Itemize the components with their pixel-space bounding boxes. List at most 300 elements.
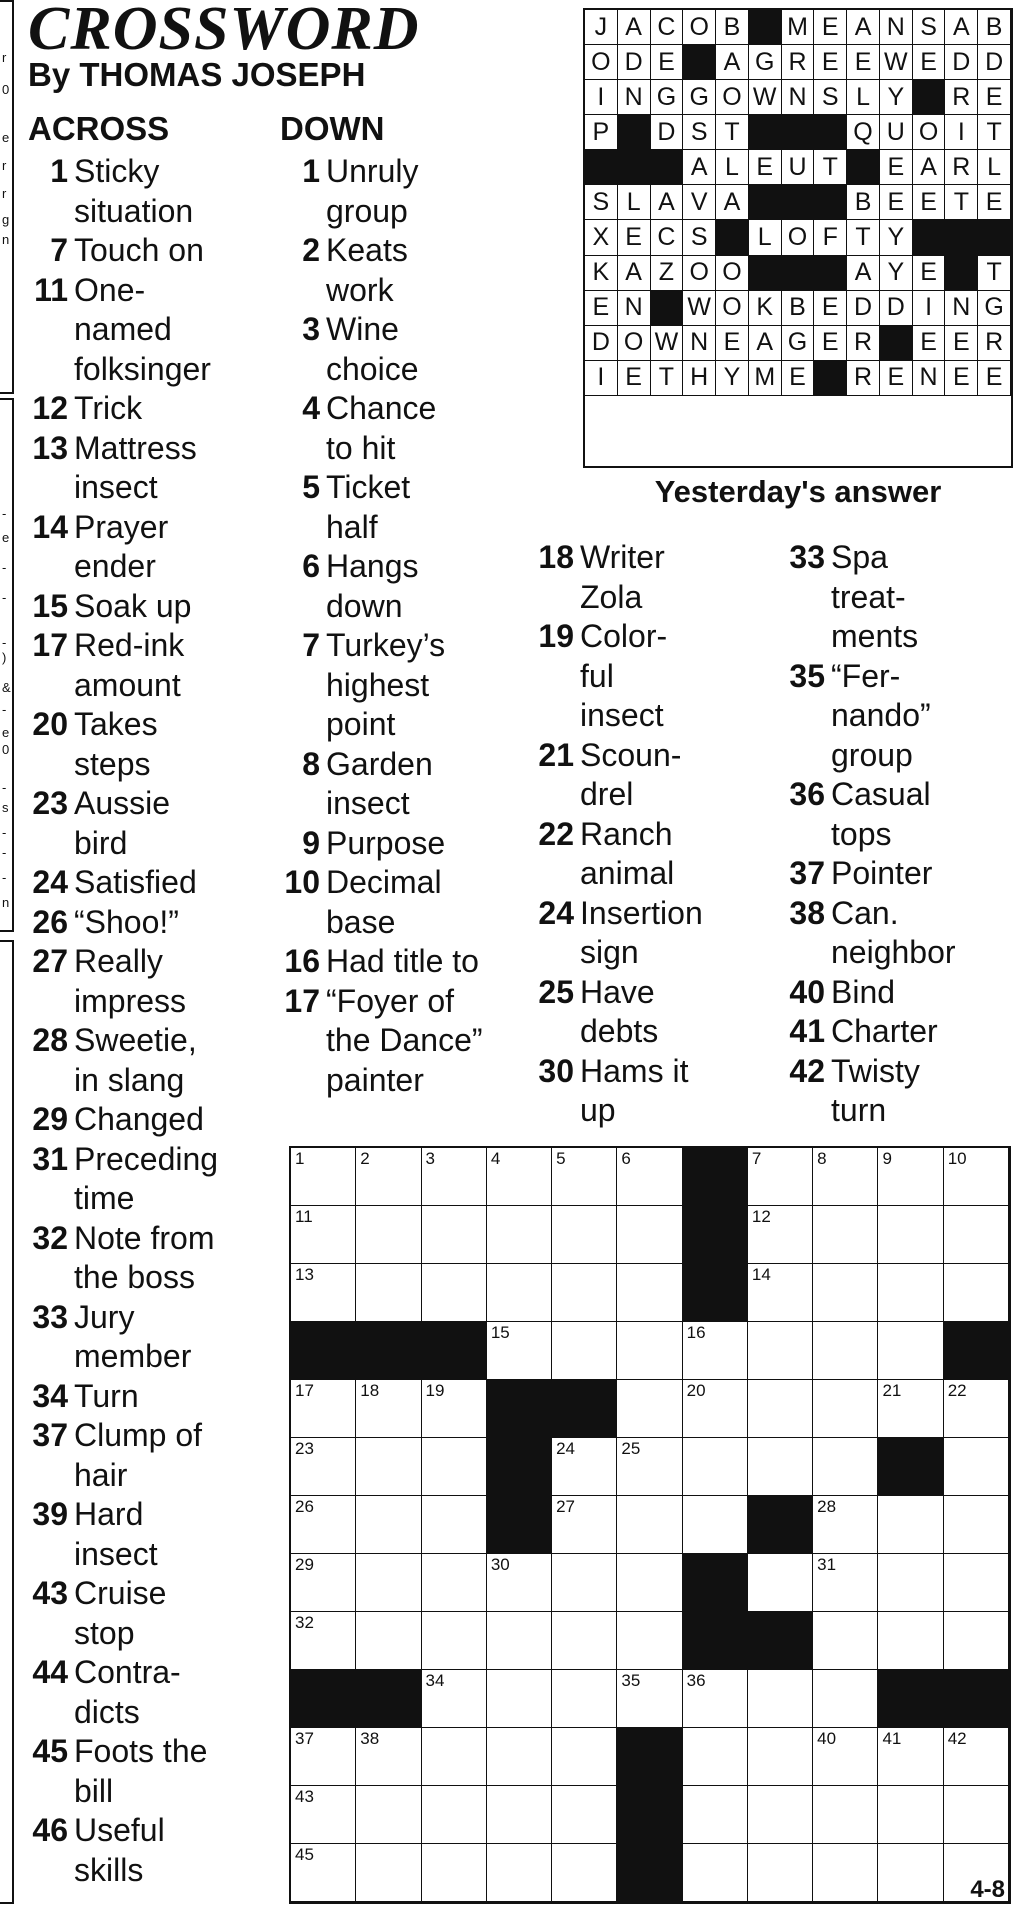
grid-cell[interactable] bbox=[748, 1670, 813, 1728]
cell-number: 15 bbox=[490, 1323, 510, 1342]
grid-cell[interactable] bbox=[944, 1728, 1009, 1786]
clue-text: Spa treat- ments bbox=[831, 539, 919, 654]
answer-letter: O bbox=[683, 10, 716, 45]
answer-letter: A bbox=[716, 185, 749, 220]
answer-block bbox=[716, 220, 749, 255]
grid-cell[interactable] bbox=[487, 1786, 552, 1844]
answer-letter: N bbox=[683, 326, 716, 361]
clue-across-17 bbox=[20, 626, 274, 705]
grid-cell[interactable] bbox=[878, 1554, 943, 1612]
grid-cell[interactable] bbox=[291, 1380, 356, 1438]
answer-letter: Z bbox=[651, 256, 684, 291]
grid-cell[interactable] bbox=[683, 1844, 748, 1902]
clue-down-col1-16 bbox=[272, 942, 536, 982]
grid-cell[interactable] bbox=[813, 1728, 878, 1786]
grid-cell[interactable] bbox=[552, 1670, 617, 1728]
grid-cell[interactable] bbox=[291, 1786, 356, 1844]
grid-block bbox=[291, 1670, 356, 1728]
clue-text: Ranch animal bbox=[580, 815, 675, 891]
grid-cell[interactable] bbox=[944, 1206, 1009, 1264]
grid-cell[interactable] bbox=[878, 1496, 943, 1554]
edge-fragment: 0 bbox=[2, 82, 10, 97]
clue-number: 24 bbox=[32, 864, 68, 900]
grid-cell[interactable] bbox=[291, 1728, 356, 1786]
grid-cell[interactable] bbox=[487, 1728, 552, 1786]
clue-across-43 bbox=[20, 1574, 274, 1653]
answer-block bbox=[814, 256, 847, 291]
grid-cell[interactable] bbox=[422, 1728, 487, 1786]
answer-letter: D bbox=[651, 115, 684, 150]
clue-number: 3 bbox=[302, 311, 320, 347]
grid-cell[interactable] bbox=[422, 1786, 487, 1844]
grid-cell[interactable] bbox=[813, 1264, 878, 1322]
answer-letter: N bbox=[782, 80, 815, 115]
clue-text: “Foyer of the Dance” painter bbox=[326, 982, 483, 1098]
answer-letter: A bbox=[749, 326, 782, 361]
answer-letter: E bbox=[618, 220, 651, 255]
answer-letter: W bbox=[749, 80, 782, 115]
grid-cell[interactable] bbox=[944, 1380, 1009, 1438]
grid-cell[interactable] bbox=[813, 1148, 878, 1206]
cell-number: 24 bbox=[556, 1439, 575, 1458]
answer-letter: I bbox=[585, 80, 618, 115]
grid-cell[interactable] bbox=[356, 1264, 421, 1322]
grid-cell[interactable] bbox=[617, 1612, 682, 1670]
cell-number: 23 bbox=[295, 1439, 314, 1458]
answer-letter: A bbox=[913, 150, 946, 185]
grid-cell[interactable] bbox=[944, 1786, 1009, 1844]
answer-letter: W bbox=[651, 326, 684, 361]
answer-letter: L bbox=[749, 220, 782, 255]
cell-number: 29 bbox=[295, 1555, 314, 1574]
grid-block bbox=[356, 1670, 421, 1728]
answer-letter: E bbox=[814, 326, 847, 361]
clue-text: Foots the bill bbox=[74, 1733, 208, 1809]
grid-cell[interactable] bbox=[683, 1438, 748, 1496]
answer-block bbox=[782, 256, 815, 291]
grid-cell[interactable] bbox=[291, 1844, 356, 1902]
answer-letter: G bbox=[651, 80, 684, 115]
grid-cell[interactable] bbox=[356, 1438, 421, 1496]
grid-cell[interactable] bbox=[291, 1206, 356, 1264]
clue-text: Changed bbox=[74, 1101, 204, 1137]
clue-number: 33 bbox=[789, 539, 825, 575]
grid-cell[interactable] bbox=[813, 1670, 878, 1728]
clue-number: 29 bbox=[32, 1101, 68, 1137]
grid-cell[interactable] bbox=[617, 1206, 682, 1264]
clue-down-col3-36 bbox=[777, 775, 1019, 854]
clue-text: Color- ful insect bbox=[580, 618, 668, 733]
clue-text: Bind bbox=[831, 973, 896, 1010]
cell-number: 25 bbox=[621, 1439, 641, 1458]
answer-letter: T bbox=[945, 185, 978, 220]
grid-cell[interactable] bbox=[291, 1264, 356, 1322]
grid-cell[interactable] bbox=[813, 1322, 878, 1380]
grid-block bbox=[944, 1322, 1009, 1380]
answer-block bbox=[814, 361, 847, 396]
grid-cell[interactable] bbox=[422, 1380, 487, 1438]
grid-cell[interactable] bbox=[878, 1148, 943, 1206]
grid-cell[interactable] bbox=[356, 1206, 421, 1264]
clue-number: 28 bbox=[32, 1022, 68, 1058]
grid-cell[interactable] bbox=[748, 1844, 813, 1902]
clue-number: 41 bbox=[789, 1013, 825, 1049]
grid-cell[interactable] bbox=[422, 1670, 487, 1728]
clue-number: 34 bbox=[32, 1377, 68, 1414]
grid-cell[interactable] bbox=[552, 1438, 617, 1496]
cell-number: 45 bbox=[295, 1845, 314, 1864]
grid-cell[interactable] bbox=[617, 1670, 682, 1728]
grid-cell[interactable] bbox=[617, 1554, 682, 1612]
grid-block bbox=[683, 1554, 748, 1612]
grid-cell[interactable] bbox=[878, 1264, 943, 1322]
answer-letter: O bbox=[585, 45, 618, 80]
clue-text: Chance to hit bbox=[326, 390, 437, 466]
clue-across-28 bbox=[20, 1021, 274, 1100]
clue-text: Really impress bbox=[74, 943, 187, 1019]
answer-letter: T bbox=[978, 256, 1011, 291]
grid-cell[interactable] bbox=[683, 1786, 748, 1844]
grid-cell[interactable] bbox=[617, 1322, 682, 1380]
answer-block bbox=[847, 150, 880, 185]
grid-cell[interactable] bbox=[422, 1496, 487, 1554]
grid-cell[interactable] bbox=[356, 1496, 421, 1554]
grid-cell[interactable] bbox=[487, 1670, 552, 1728]
clue-number: 24 bbox=[538, 894, 574, 931]
answer-letter: O bbox=[782, 220, 815, 255]
clue-number: 21 bbox=[538, 736, 574, 773]
answer-letter: A bbox=[651, 185, 684, 220]
clue-number: 17 bbox=[284, 982, 320, 1019]
clue-across-33 bbox=[20, 1298, 274, 1377]
clue-text: “Shoo!” bbox=[74, 903, 179, 940]
clue-across-15 bbox=[20, 587, 274, 627]
cell-number: 7 bbox=[751, 1149, 762, 1168]
answer-letter: N bbox=[618, 291, 651, 326]
grid-cell[interactable] bbox=[878, 1844, 943, 1902]
grid-cell[interactable] bbox=[683, 1496, 748, 1554]
cell-number: 17 bbox=[295, 1381, 314, 1400]
grid-cell[interactable] bbox=[422, 1612, 487, 1670]
grid-cell[interactable] bbox=[422, 1844, 487, 1902]
answer-letter: R bbox=[945, 150, 978, 185]
grid-cell[interactable] bbox=[422, 1438, 487, 1496]
answer-block bbox=[782, 115, 815, 150]
clue-text: Mattress insect bbox=[74, 429, 197, 505]
grid-cell[interactable] bbox=[944, 1496, 1009, 1554]
clue-text: Takes steps bbox=[74, 706, 158, 782]
answer-letter: O bbox=[716, 256, 749, 291]
grid-block bbox=[683, 1148, 748, 1206]
clue-text: Clump of hair bbox=[74, 1417, 203, 1493]
clue-number: 8 bbox=[302, 745, 320, 782]
grid-cell[interactable] bbox=[487, 1206, 552, 1264]
answer-block bbox=[782, 185, 815, 220]
clue-down-col3-42 bbox=[777, 1052, 1019, 1131]
grid-cell[interactable] bbox=[878, 1380, 943, 1438]
answer-letter: O bbox=[716, 291, 749, 326]
down-heading: DOWN bbox=[280, 110, 385, 147]
grid-cell[interactable] bbox=[487, 1264, 552, 1322]
edge-fragment: - bbox=[2, 870, 7, 885]
grid-cell[interactable] bbox=[878, 1322, 943, 1380]
grid-cell[interactable] bbox=[617, 1380, 682, 1438]
grid-cell[interactable] bbox=[356, 1728, 421, 1786]
answer-letter: E bbox=[618, 361, 651, 396]
clue-text: Aussie bird bbox=[74, 785, 171, 861]
yesterdays-answer-grid bbox=[583, 8, 1013, 468]
cell-number: 19 bbox=[425, 1381, 445, 1400]
answer-letter: O bbox=[618, 326, 651, 361]
answer-letter: D bbox=[585, 326, 618, 361]
grid-cell[interactable] bbox=[683, 1322, 748, 1380]
grid-cell[interactable] bbox=[356, 1148, 421, 1206]
grid-cell[interactable] bbox=[878, 1728, 943, 1786]
clue-down-col2-18 bbox=[526, 538, 730, 617]
clue-text: Wine choice bbox=[326, 311, 419, 387]
grid-cell[interactable] bbox=[683, 1670, 748, 1728]
grid-cell[interactable] bbox=[422, 1554, 487, 1612]
grid-cell[interactable] bbox=[813, 1380, 878, 1438]
grid-block bbox=[683, 1612, 748, 1670]
answer-letter: E bbox=[880, 185, 913, 220]
grid-cell[interactable] bbox=[552, 1786, 617, 1844]
cell-number: 9 bbox=[882, 1149, 892, 1168]
cell-number: 21 bbox=[882, 1381, 902, 1400]
clue-across-11 bbox=[20, 271, 274, 390]
clue-number: 42 bbox=[789, 1052, 825, 1089]
grid-cell[interactable] bbox=[552, 1206, 617, 1264]
answer-letter: N bbox=[880, 10, 913, 45]
grid-cell[interactable] bbox=[944, 1612, 1009, 1670]
grid-block bbox=[748, 1496, 813, 1554]
grid-cell[interactable] bbox=[552, 1322, 617, 1380]
answer-caption: Yesterday's answer bbox=[654, 474, 942, 509]
grid-cell[interactable] bbox=[683, 1728, 748, 1786]
clue-text: Useful skills bbox=[74, 1812, 165, 1888]
clue-down-col2-24 bbox=[526, 894, 730, 973]
answer-letter: R bbox=[847, 326, 880, 361]
grid-cell[interactable] bbox=[878, 1206, 943, 1264]
grid-cell[interactable] bbox=[878, 1786, 943, 1844]
answer-letter: E bbox=[913, 185, 946, 220]
grid-cell[interactable] bbox=[552, 1612, 617, 1670]
clue-number: 32 bbox=[32, 1219, 68, 1256]
clue-down-col3-37 bbox=[777, 854, 1019, 894]
grid-cell[interactable] bbox=[617, 1148, 682, 1206]
cell-number: 1 bbox=[295, 1149, 305, 1168]
clue-text: Garden insect bbox=[326, 745, 433, 821]
grid-block bbox=[617, 1844, 682, 1902]
grid-cell[interactable] bbox=[813, 1206, 878, 1264]
edge-fragment: & bbox=[2, 680, 11, 695]
grid-cell[interactable] bbox=[748, 1380, 813, 1438]
clue-across-37 bbox=[20, 1416, 274, 1495]
edge-fragment: ) bbox=[2, 650, 7, 665]
answer-letter: I bbox=[585, 361, 618, 396]
grid-cell[interactable] bbox=[356, 1844, 421, 1902]
grid-cell[interactable] bbox=[487, 1612, 552, 1670]
grid-cell[interactable] bbox=[944, 1264, 1009, 1322]
grid-cell[interactable] bbox=[552, 1554, 617, 1612]
grid-cell[interactable] bbox=[487, 1844, 552, 1902]
grid-block bbox=[422, 1322, 487, 1380]
answer-letter: Y bbox=[716, 361, 749, 396]
grid-block bbox=[291, 1322, 356, 1380]
edge-fragment: n bbox=[2, 895, 10, 910]
clue-text: Preceding time bbox=[74, 1140, 219, 1216]
answer-letter: R bbox=[978, 326, 1011, 361]
answer-letter: L bbox=[978, 150, 1011, 185]
cell-number: 36 bbox=[686, 1671, 706, 1690]
grid-cell[interactable] bbox=[291, 1148, 356, 1206]
grid-cell[interactable] bbox=[617, 1496, 682, 1554]
answer-block bbox=[913, 220, 946, 255]
clue-number: 40 bbox=[789, 973, 825, 1010]
grid-cell[interactable] bbox=[552, 1264, 617, 1322]
cell-number: 8 bbox=[817, 1149, 827, 1168]
grid-cell[interactable] bbox=[422, 1148, 487, 1206]
grid-cell[interactable] bbox=[878, 1612, 943, 1670]
cell-number: 30 bbox=[490, 1555, 510, 1574]
clue-across-27 bbox=[20, 942, 274, 1021]
answer-letter: A bbox=[618, 256, 651, 291]
grid-cell[interactable] bbox=[748, 1438, 813, 1496]
clue-down-col1-9 bbox=[272, 824, 536, 864]
grid-cell[interactable] bbox=[356, 1612, 421, 1670]
answer-letter: A bbox=[945, 10, 978, 45]
clue-number: 7 bbox=[50, 232, 68, 268]
clue-number: 9 bbox=[302, 824, 320, 861]
clue-text: Sticky situation bbox=[74, 153, 194, 229]
answer-letter: E bbox=[814, 45, 847, 80]
clue-text: “Fer- nando” group bbox=[831, 657, 931, 773]
grid-cell[interactable] bbox=[748, 1206, 813, 1264]
clue-down-col1-4 bbox=[272, 389, 536, 468]
clue-down-col1-6 bbox=[272, 547, 536, 626]
grid-cell[interactable] bbox=[291, 1438, 356, 1496]
clue-text: Charter bbox=[831, 1013, 938, 1049]
clue-number: 22 bbox=[538, 815, 574, 852]
answer-block bbox=[945, 256, 978, 291]
grid-cell[interactable] bbox=[748, 1264, 813, 1322]
edge-fragment: e bbox=[2, 725, 10, 740]
grid-cell[interactable] bbox=[487, 1148, 552, 1206]
clue-down-col1-3 bbox=[272, 310, 536, 389]
answer-letter: S bbox=[683, 115, 716, 150]
grid-cell[interactable] bbox=[813, 1786, 878, 1844]
clue-across-13 bbox=[20, 429, 274, 508]
edge-fragment: n bbox=[2, 232, 10, 247]
grid-cell[interactable] bbox=[552, 1496, 617, 1554]
answer-letter: E bbox=[913, 45, 946, 80]
grid-cell[interactable] bbox=[291, 1612, 356, 1670]
answer-letter: E bbox=[913, 256, 946, 291]
cell-number: 27 bbox=[556, 1497, 575, 1516]
grid-block bbox=[748, 1612, 813, 1670]
clue-down-col3-41 bbox=[777, 1012, 1019, 1052]
grid-cell[interactable] bbox=[356, 1554, 421, 1612]
answer-letter: T bbox=[716, 115, 749, 150]
answer-letter: X bbox=[585, 220, 618, 255]
grid-cell[interactable] bbox=[944, 1438, 1009, 1496]
clue-number: 16 bbox=[284, 943, 320, 979]
answer-letter: E bbox=[913, 326, 946, 361]
clue-text: Prayer ender bbox=[74, 508, 169, 584]
edge-fragment: r bbox=[2, 158, 7, 173]
grid-cell[interactable] bbox=[356, 1786, 421, 1844]
answer-letter: A bbox=[683, 150, 716, 185]
grid-cell[interactable] bbox=[748, 1728, 813, 1786]
grid-cell[interactable] bbox=[748, 1786, 813, 1844]
grid-cell[interactable] bbox=[291, 1496, 356, 1554]
answer-letter: W bbox=[880, 45, 913, 80]
grid-cell[interactable] bbox=[487, 1554, 552, 1612]
cell-number: 6 bbox=[621, 1149, 631, 1168]
clue-text: Hams it up bbox=[580, 1052, 689, 1128]
answer-letter: A bbox=[716, 45, 749, 80]
answer-block bbox=[814, 185, 847, 220]
clue-text: One- named folksinger bbox=[74, 271, 211, 387]
grid-cell[interactable] bbox=[356, 1380, 421, 1438]
edge-fragment: - bbox=[2, 506, 7, 521]
grid-cell[interactable] bbox=[487, 1322, 552, 1380]
answer-block bbox=[683, 45, 716, 80]
grid-cell[interactable] bbox=[748, 1554, 813, 1612]
clue-number: 2 bbox=[302, 232, 320, 268]
answer-letter: E bbox=[585, 291, 618, 326]
grid-cell[interactable] bbox=[617, 1264, 682, 1322]
clue-down-col2-30 bbox=[526, 1052, 730, 1131]
answer-letter: C bbox=[651, 220, 684, 255]
answer-letter: R bbox=[847, 361, 880, 396]
grid-cell[interactable] bbox=[813, 1844, 878, 1902]
grid-cell[interactable] bbox=[748, 1148, 813, 1206]
clue-number: 38 bbox=[789, 894, 825, 931]
clue-number: 44 bbox=[32, 1654, 68, 1690]
answer-letter: G bbox=[782, 326, 815, 361]
grid-cell[interactable] bbox=[813, 1612, 878, 1670]
grid-block bbox=[617, 1728, 682, 1786]
grid-cell[interactable] bbox=[617, 1438, 682, 1496]
grid-cell[interactable] bbox=[422, 1206, 487, 1264]
edge-fragment: - bbox=[2, 780, 7, 795]
answer-block bbox=[749, 10, 782, 45]
grid-cell[interactable] bbox=[552, 1728, 617, 1786]
grid-cell[interactable] bbox=[944, 1554, 1009, 1612]
grid-cell[interactable] bbox=[813, 1554, 878, 1612]
grid-cell[interactable] bbox=[944, 1148, 1009, 1206]
cell-number: 3 bbox=[425, 1149, 435, 1168]
grid-cell[interactable] bbox=[422, 1264, 487, 1322]
grid-cell[interactable] bbox=[552, 1148, 617, 1206]
clue-text: Sweetie, in slang bbox=[74, 1022, 197, 1098]
clue-number: 37 bbox=[32, 1417, 68, 1453]
answer-letter: E bbox=[716, 326, 749, 361]
clue-number: 36 bbox=[789, 776, 825, 812]
grid-cell[interactable] bbox=[552, 1844, 617, 1902]
grid-cell[interactable] bbox=[683, 1380, 748, 1438]
answer-letter: K bbox=[749, 291, 782, 326]
answer-letter: R bbox=[945, 80, 978, 115]
answer-letter: E bbox=[651, 45, 684, 80]
grid-cell[interactable] bbox=[291, 1554, 356, 1612]
grid-cell[interactable] bbox=[813, 1496, 878, 1554]
clue-text: Turkey’s highest point bbox=[326, 627, 446, 742]
grid-cell[interactable] bbox=[748, 1322, 813, 1380]
grid-cell[interactable] bbox=[813, 1438, 878, 1496]
answer-letter: D bbox=[945, 45, 978, 80]
